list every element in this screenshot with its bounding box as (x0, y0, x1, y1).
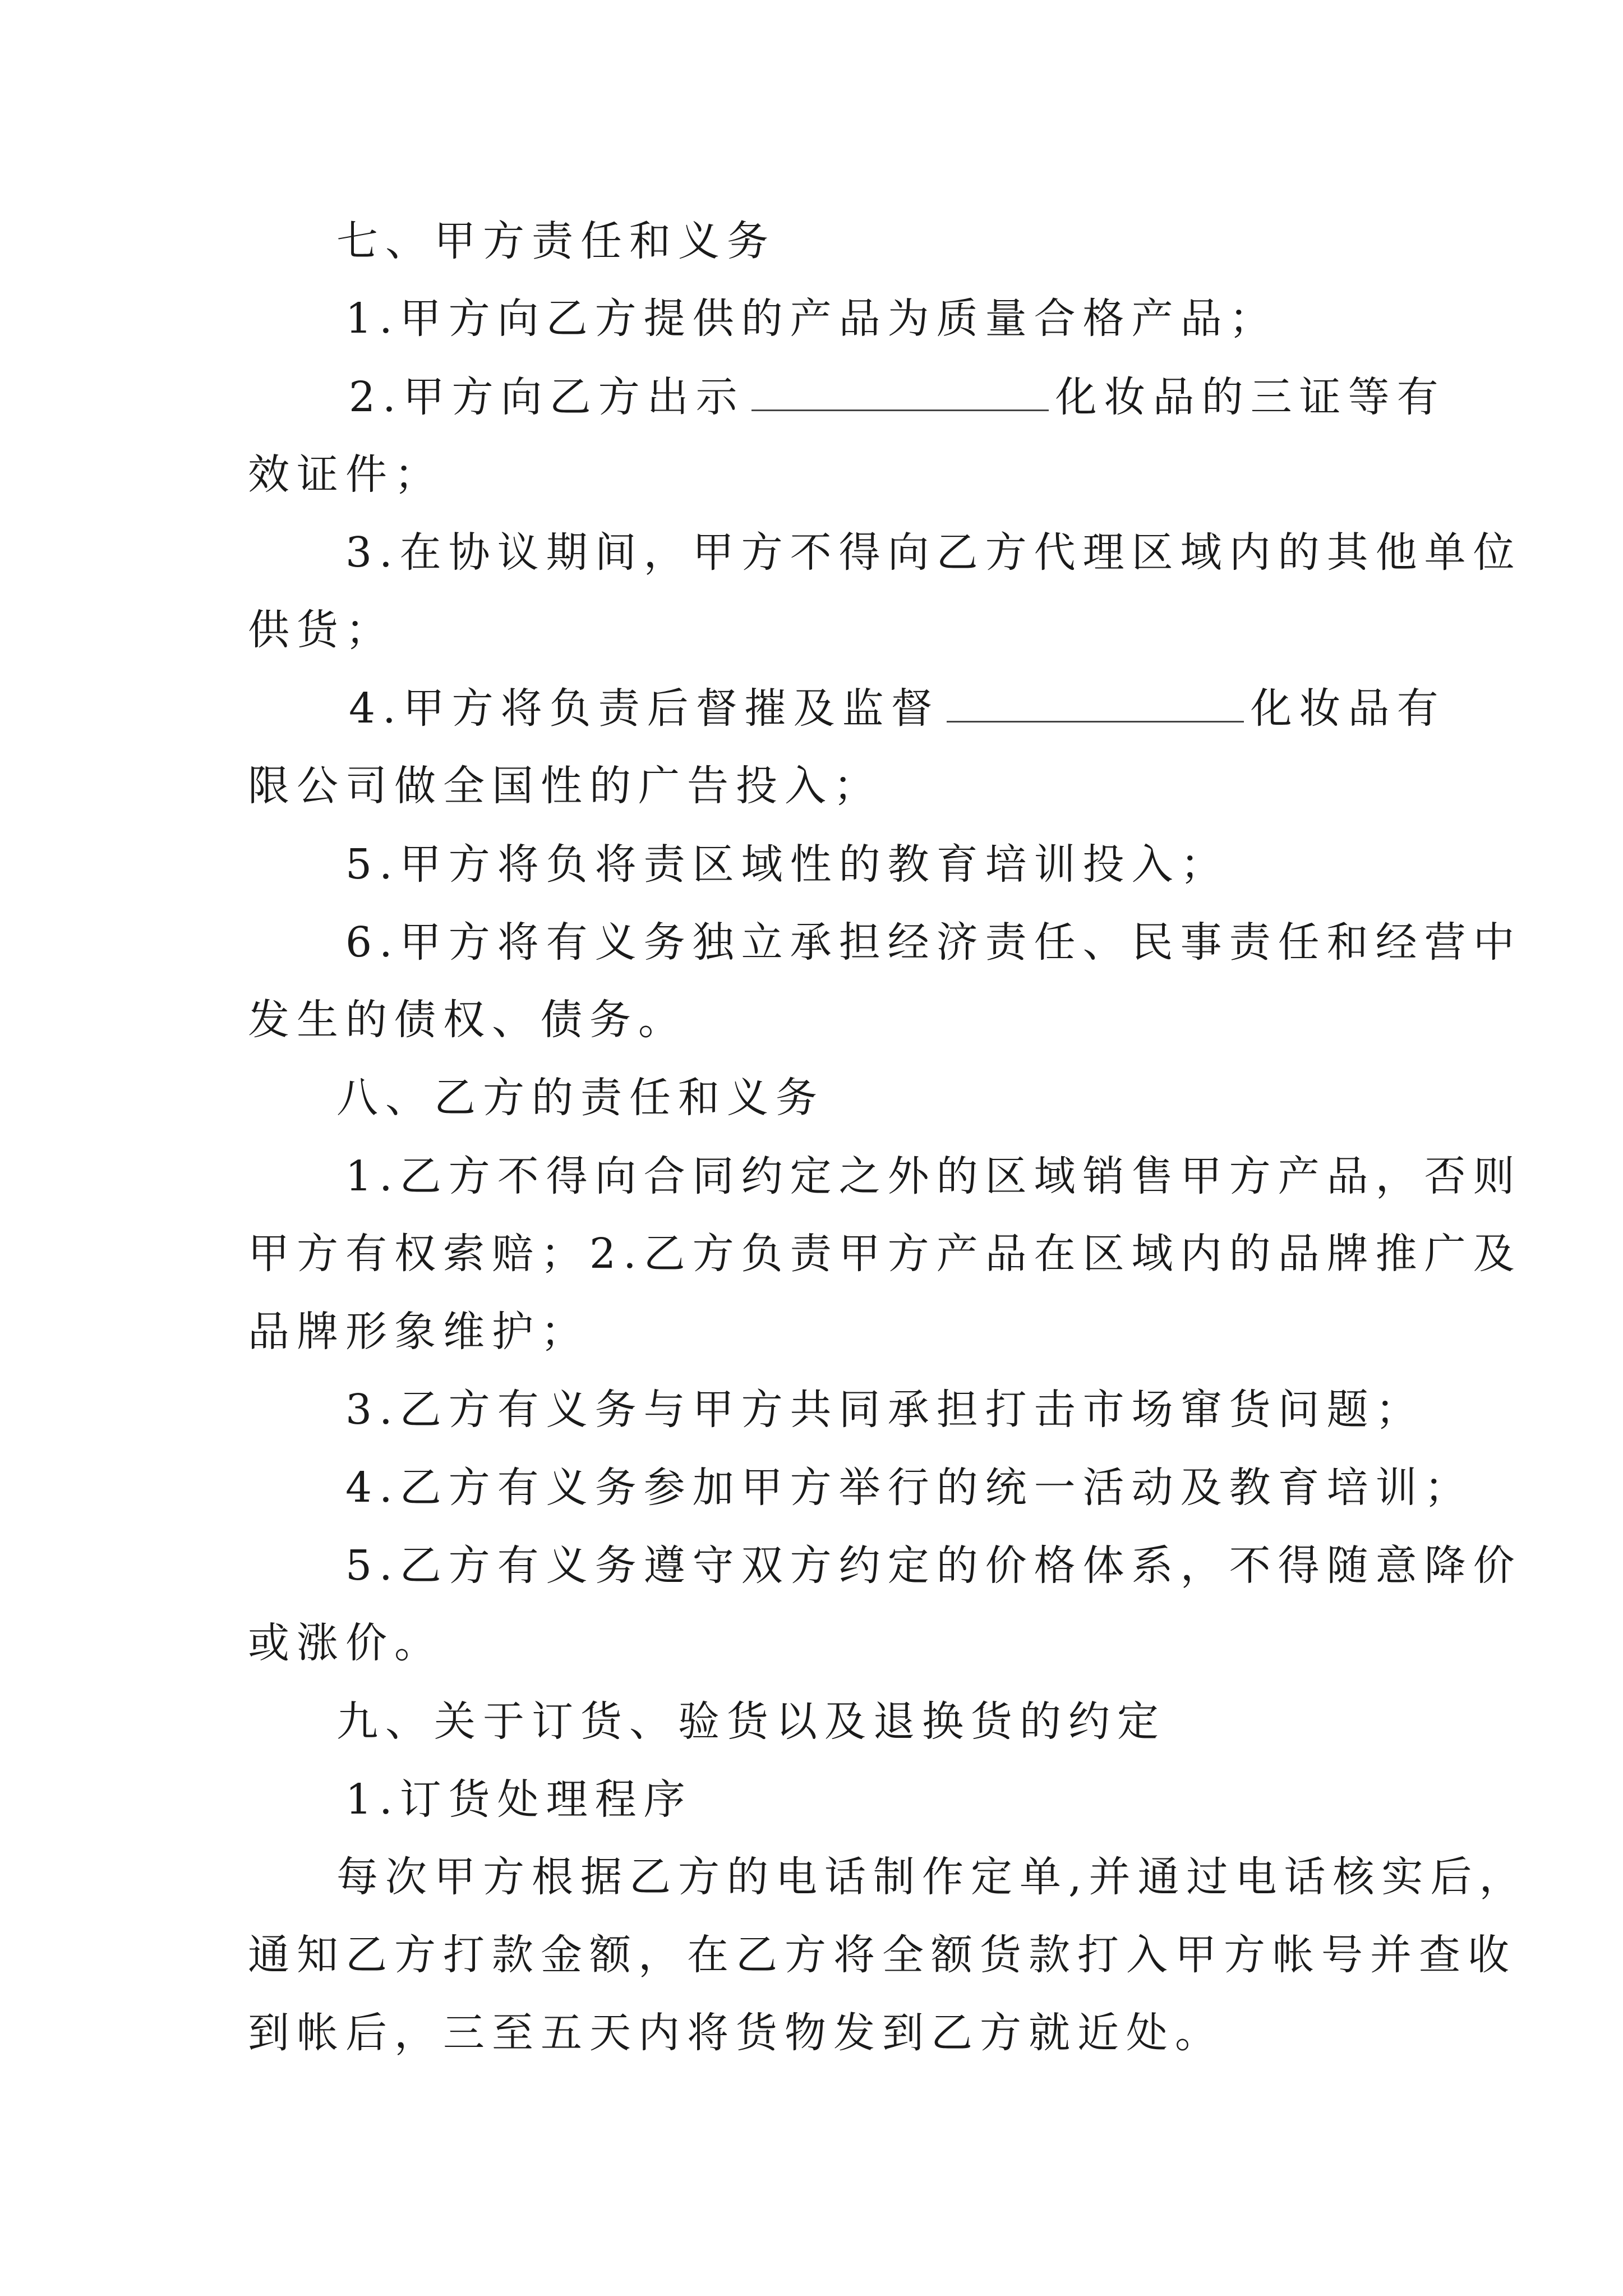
clause-7-6: 6.甲方将有义务独立承担经济责任、民事责任和经营中 (345, 918, 1522, 967)
clause-7-2-text-b: 化妆品的三证等有 (1055, 373, 1446, 421)
clause-9-1: 1.订货处理程序 (345, 1775, 693, 1824)
section-heading-7: 七、甲方责任和义务 (336, 217, 776, 265)
paragraph-order-process-continuation-2: 到帐后，三至五天内将货物发到乙方就近处。 (248, 2009, 1224, 2057)
clause-7-4-text-b: 化妆品有 (1250, 684, 1446, 733)
clause-8-3: 3.乙方有义务与甲方共同承担打击市场窜货问题； (345, 1386, 1424, 1434)
clause-7-1: 1.甲方向乙方提供的产品为质量合格产品； (345, 295, 1278, 343)
clause-7-4-text-a: 4.甲方将负责后督摧及监督 (349, 684, 940, 733)
clause-7-6-continuation: 发生的债权、债务。 (248, 996, 687, 1044)
clause-7-3-continuation: 供货； (248, 606, 394, 654)
clause-7-4-continuation: 限公司做全国性的广告投入； (248, 762, 882, 810)
paragraph-order-process-continuation-1: 通知乙方打款金额，在乙方将全额货款打入甲方帐号并查收 (248, 1931, 1516, 1979)
clause-8-5: 5.乙方有义务遵守双方约定的价格体系，不得随意降价 (345, 1542, 1522, 1590)
clause-8-1-continuation: 甲方有权索赔；2.乙方负责甲方产品在区域内的品牌推广及 (248, 1230, 1522, 1278)
clause-7-2 (0, 370, 1623, 424)
clause-7-2-continuation: 效证件； (248, 450, 443, 499)
fill-in-blank (751, 407, 1049, 411)
clause-7-3: 3.在协议期间，甲方不得向乙方代理区域内的其他单位 (345, 528, 1522, 577)
clause-8-1: 1.乙方不得向合同约定之外的区域销售甲方产品，否则 (345, 1152, 1522, 1200)
clause-8-4: 4.乙方有义务参加甲方举行的统一活动及教育培训； (345, 1464, 1473, 1512)
clause-7-2-text-a: 2.甲方向乙方出示 (349, 373, 745, 421)
clause-7-4 (0, 682, 1623, 735)
clause-7-5: 5.甲方将负将责区域性的教育培训投入； (345, 840, 1229, 889)
section-heading-9: 九、关于订货、验货以及退换货的约定 (336, 1697, 1166, 1746)
section-heading-8: 八、乙方的责任和义务 (336, 1074, 824, 1122)
fill-in-blank (947, 719, 1244, 723)
paragraph-order-process: 每次甲方根据乙方的电话制作定单,并通过电话核实后， (336, 1853, 1528, 1901)
clause-8-5-continuation: 或涨价。 (248, 1619, 443, 1667)
clause-8-2-continuation: 品牌形象维护； (248, 1308, 589, 1356)
